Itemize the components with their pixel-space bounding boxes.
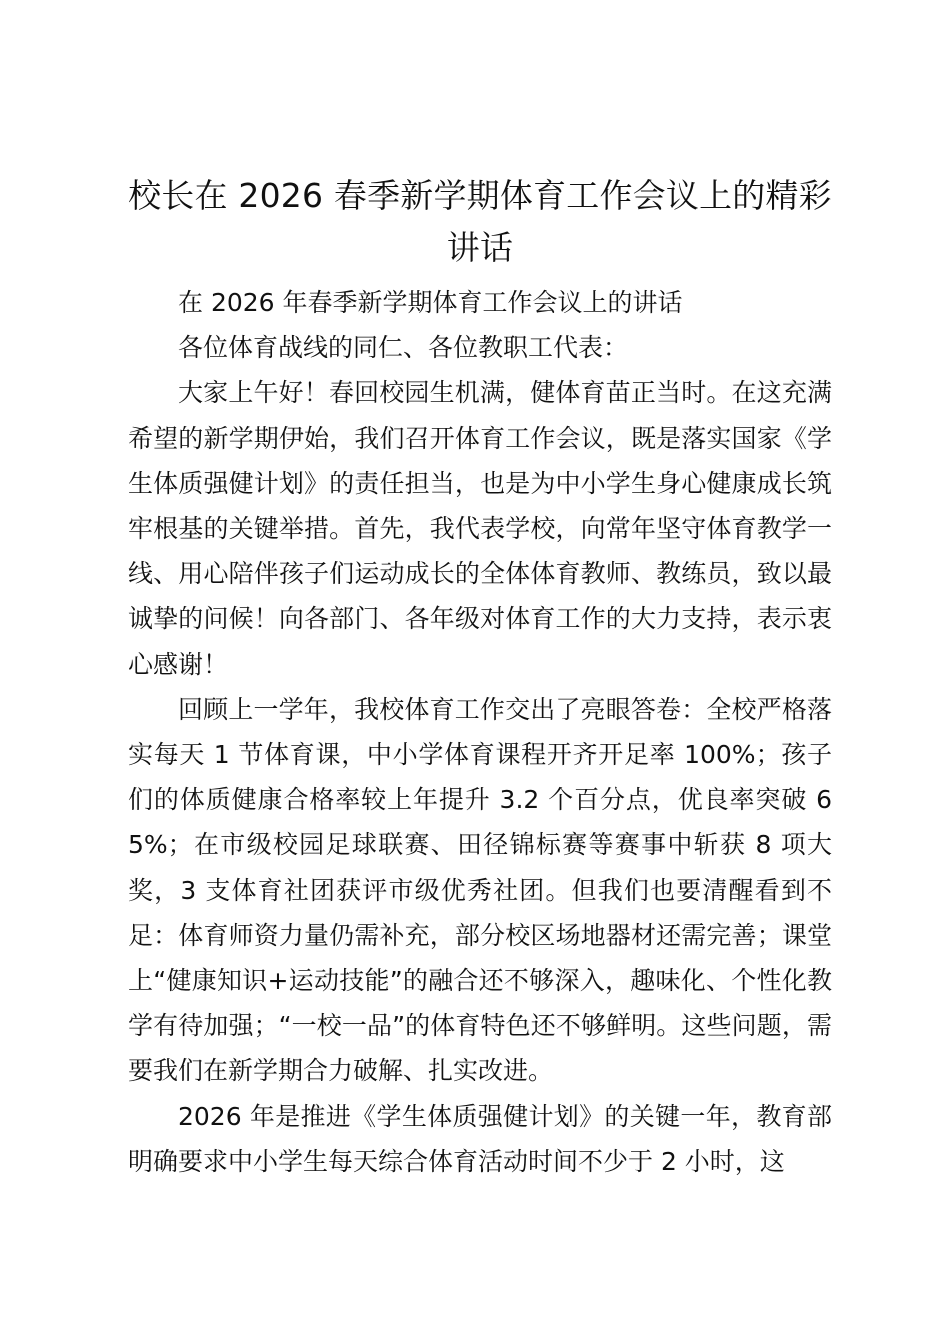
salutation: 各位体育战线的同仁、各位教职工代表： [178, 333, 629, 363]
document-title: 校长在 2026 春季新学期体育工作会议上的精彩讲话 [128, 176, 832, 267]
paragraph-opening: 大家上午好！春回校园生机满，健体育苗正当时。在这充满希望的新学期伊始，我们召开体育工作会议，既是落实国家《学生体质强健计划》的责任担当，也是为中小学生身心健康成长筑牢根基的关键举措。首先，我代表学校，向常年坚守体育教学一线、用心陪伴孩子们运动成长的全体体育教师、教练员，致以最诚挚的问候！向各部门、各年级对体育工作的大力支持，表示衷心感谢！ [128, 378, 832, 679]
paragraph-plan: 2026 年是推进《学生体质强健计划》的关键一年，教育部明确要求中小学生每天综合体育活动时间不少于 2 小时，这 [128, 1101, 832, 1176]
document-body [128, 170, 832, 1184]
speech-subtitle: 在 2026 年春季新学期体育工作会议上的讲话 [178, 288, 683, 317]
paragraph-review: 回顾上一学年，我校体育工作交出了亮眼答卷：全校严格落实每天 1 节体育课，中小学体育课程开齐开足率 100%；孩子们的体质健康合格率较上年提升 3.2 个百分点，优良率突破 65%；在市级校园足球联赛、田径锦标赛等赛事中斩获 8 项大奖，3 支体育社团获评市级优秀社团。但我们也要清醒看到不足：体育师资力量仍需补充，部分校区场地器材还需完善；课堂上“健康知识+运动技能”的融合还不够深入，趣味化、个性化教学有待加强；“一校一品”的体育特色还不够鲜明。这些问题，需要我们在新学期合力破解、扎实改进。 [128, 694, 832, 1086]
